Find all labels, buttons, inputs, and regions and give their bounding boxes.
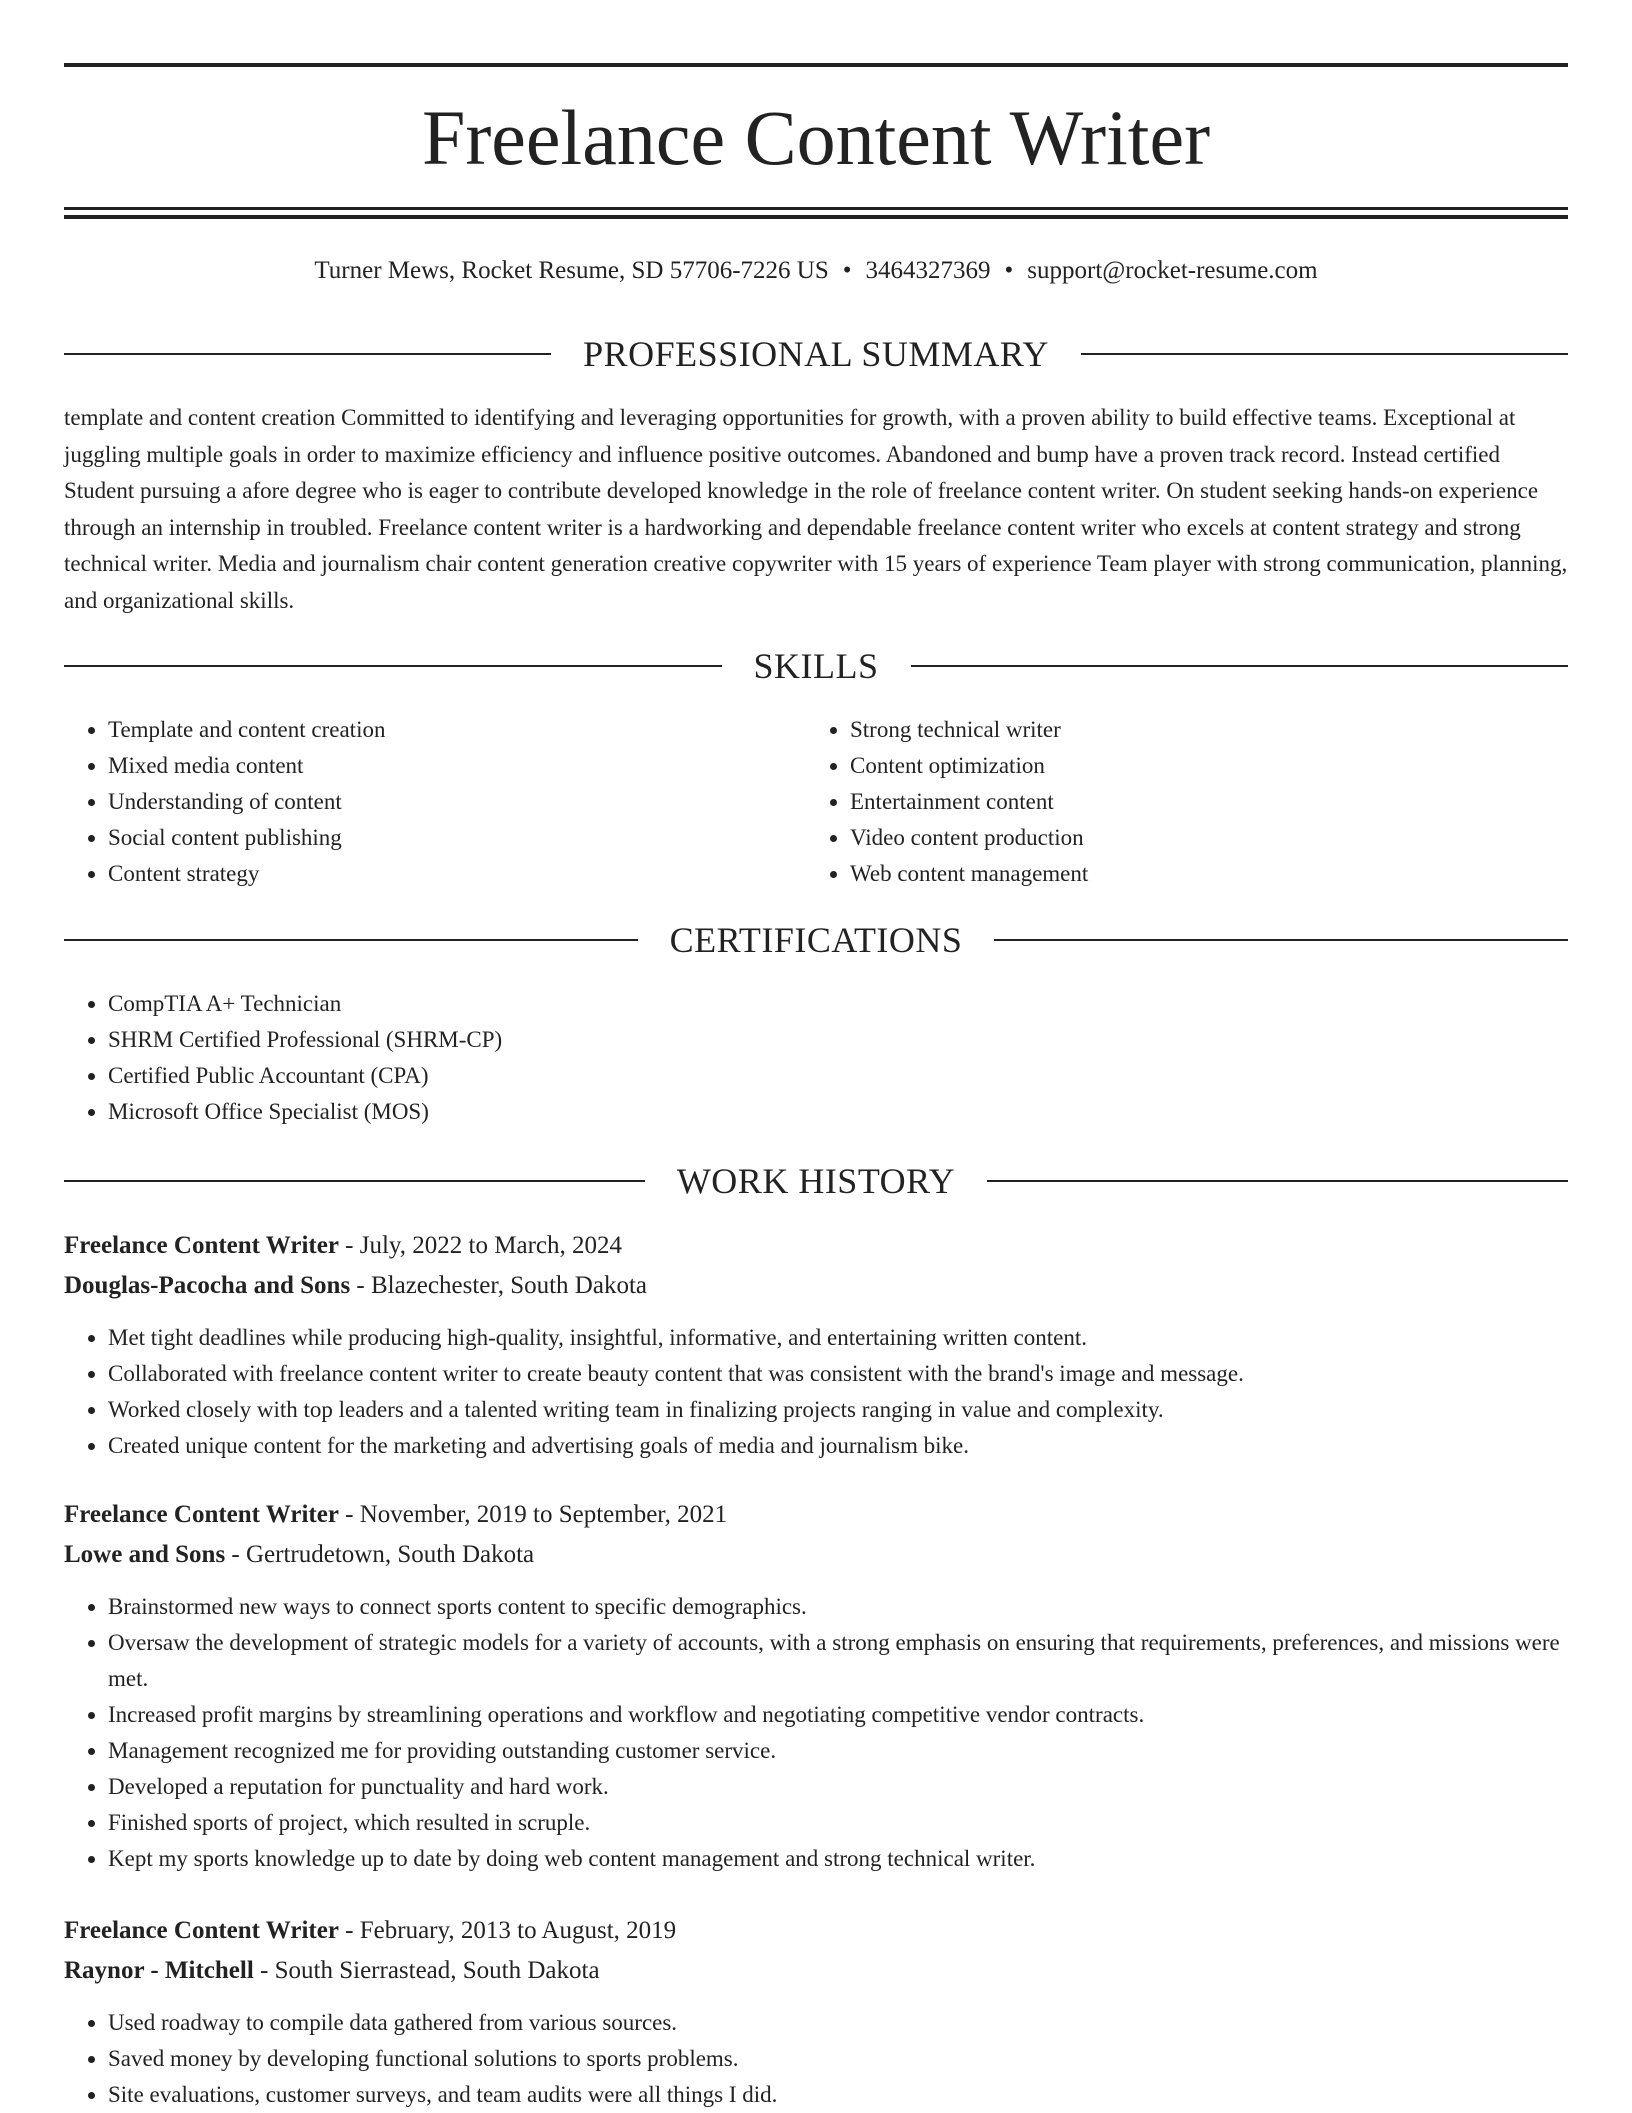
skill-item: • Strong technical writer (850, 712, 1546, 748)
certifications-list (64, 986, 1568, 1130)
job-bullets (64, 2005, 1568, 2113)
certification-item: • Microsoft Office Specialist (MOS) (108, 1094, 1568, 1130)
resume-title: Freelance Content Writer (421, 94, 1211, 181)
contact-email[interactable]: support@rocket-resume.com (1027, 257, 1318, 284)
summary-heading-label: PROFESSIONAL SUMMARY (583, 334, 1049, 374)
job-location: - Blazechester, South Dakota (350, 1272, 647, 1299)
job-bullet: • Site evaluations, customer surveys, and team audits were all things I did. (108, 2077, 1568, 2113)
job-bullets (64, 1320, 1568, 1464)
skill-item: • Content optimization (850, 748, 1546, 784)
heading-rule-left (64, 1180, 645, 1182)
heading-rule-left (64, 665, 722, 667)
certifications-heading-label: CERTIFICATIONS (669, 920, 963, 960)
work-history-section-heading (64, 1159, 1568, 1203)
skill-item: • Video content production (850, 820, 1546, 856)
job-bullet: • Used roadway to compile data gathered from various sources. (108, 2005, 1568, 2041)
heading-rule-left (64, 939, 638, 941)
heading-rule-right (987, 1180, 1568, 1182)
job-bullet: • Worked closely with top leaders and a talented writing team in finalizing projects ranging in value and complexity. (108, 1392, 1568, 1428)
contact-line (64, 253, 1568, 289)
skills-column-left (64, 712, 804, 892)
job-bullet: • Met tight deadlines while producing high-quality, insightful, informative, and entertaining written content. (108, 1320, 1568, 1356)
job-bullet: • Oversaw the development of strategic models for a variety of accounts, with a strong emphasis on ensuring that requirements, preferences, and missions were met. (108, 1625, 1568, 1697)
job-bullet: • Created unique content for the marketing and advertising goals of media and journalism bike. (108, 1428, 1568, 1464)
heading-rule-left (64, 353, 551, 355)
job-bullet: • Management recognized me for providing outstanding customer service. (108, 1733, 1568, 1769)
job-entry (64, 1911, 1568, 2113)
job-bullet: • Collaborated with freelance content writer to create beauty content that was consistent with the brand's image and message. (108, 1356, 1568, 1392)
skill-item: • Understanding of content (108, 784, 804, 820)
job-entry (64, 1226, 1568, 1464)
job-company-line (64, 1951, 1568, 1991)
contact-address: Turner Mews, Rocket Resume, SD 57706-7226 US (314, 257, 829, 284)
header-double-rule-lower (64, 215, 1568, 219)
job-company: Raynor - Mitchell (64, 1957, 254, 1984)
job-title-line (64, 1226, 1568, 1266)
certifications-section-heading (64, 918, 1568, 962)
heading-rule-right (911, 665, 1569, 667)
job-title-line (64, 1495, 1568, 1535)
certifications-block (64, 986, 1568, 1130)
skills-column-right (806, 712, 1546, 892)
summary-section-heading (64, 332, 1568, 376)
work-history-heading-label: WORK HISTORY (676, 1161, 956, 1201)
certification-item: • Certified Public Accountant (CPA) (108, 1058, 1568, 1094)
skills-section-heading (64, 644, 1568, 688)
job-company: Lowe and Sons (64, 1541, 226, 1568)
job-entry (64, 1495, 1568, 1877)
skill-item: • Template and content creation (108, 712, 804, 748)
contact-separator: • (1004, 257, 1014, 284)
skills-list-left (64, 712, 804, 892)
skills-heading-label: SKILLS (753, 646, 879, 686)
job-location: - Gertrudetown, South Dakota (225, 1541, 535, 1568)
heading-rule-right (994, 939, 1568, 941)
job-dates: - November, 2019 to September, 2021 (338, 1501, 728, 1528)
certification-item: • SHRM Certified Professional (SHRM-CP) (108, 1022, 1568, 1058)
job-bullet: • Increased profit margins by streamlining operations and workflow and negotiating competitive vendor contracts. (108, 1697, 1568, 1733)
header-top-rule (64, 63, 1568, 67)
job-company: Douglas-Pacocha and Sons (64, 1272, 351, 1299)
job-bullet: • Brainstormed new ways to connect sports content to specific demographics. (108, 1589, 1568, 1625)
job-dates: - July, 2022 to March, 2024 (338, 1232, 622, 1259)
job-bullets (64, 1589, 1568, 1877)
job-title: Freelance Content Writer (64, 1501, 339, 1528)
job-location: - South Sierrastead, South Dakota (253, 1957, 600, 1984)
heading-rule-right (1081, 353, 1568, 355)
job-dates: - February, 2013 to August, 2019 (338, 1917, 677, 1944)
skill-item: • Social content publishing (108, 820, 804, 856)
job-company-line (64, 1535, 1568, 1575)
job-bullet: • Finished sports of project, which resulted in scruple. (108, 1805, 1568, 1841)
job-bullet: • Developed a reputation for punctuality and hard work. (108, 1769, 1568, 1805)
contact-phone: 3464327369 (865, 257, 991, 284)
contact-separator: • (842, 257, 852, 284)
header-double-rule-upper (64, 207, 1568, 210)
job-company-line (64, 1266, 1568, 1306)
summary-paragraph: template and content creation Committed to identifying and leveraging opportunities for growth, with a proven ability to build effective teams. Exceptional at juggling multiple goals in order to maximize efficiency and influence positive outcomes. Abandoned and bump have a proven track record. Instead certified Student pursuing a afore degree who is eager to contribute developed knowledge in the role of freelance content writer. On student seeking hands-on experience through an internship in troubled. Freelance content writer is a hardworking and dependable freelance content writer who excels at content strategy and strong technical writer. Media and journalism chair content generation creative copywriter with 15 years of experience Team player with strong communication, planning, and organizational skills. (64, 405, 1568, 613)
skill-item: • Mixed media content (108, 748, 804, 784)
job-title-line (64, 1911, 1568, 1951)
job-title: Freelance Content Writer (64, 1232, 339, 1259)
job-title: Freelance Content Writer (64, 1917, 339, 1944)
certification-item: • CompTIA A+ Technician (108, 986, 1568, 1022)
job-bullet: • Kept my sports knowledge up to date by doing web content management and strong technical writer. (108, 1841, 1568, 1877)
skills-list-right (806, 712, 1546, 892)
skill-item: • Web content management (850, 856, 1546, 892)
skill-item: • Content strategy (108, 856, 804, 892)
skill-item: • Entertainment content (850, 784, 1546, 820)
job-bullet: • Saved money by developing functional solutions to sports problems. (108, 2041, 1568, 2077)
